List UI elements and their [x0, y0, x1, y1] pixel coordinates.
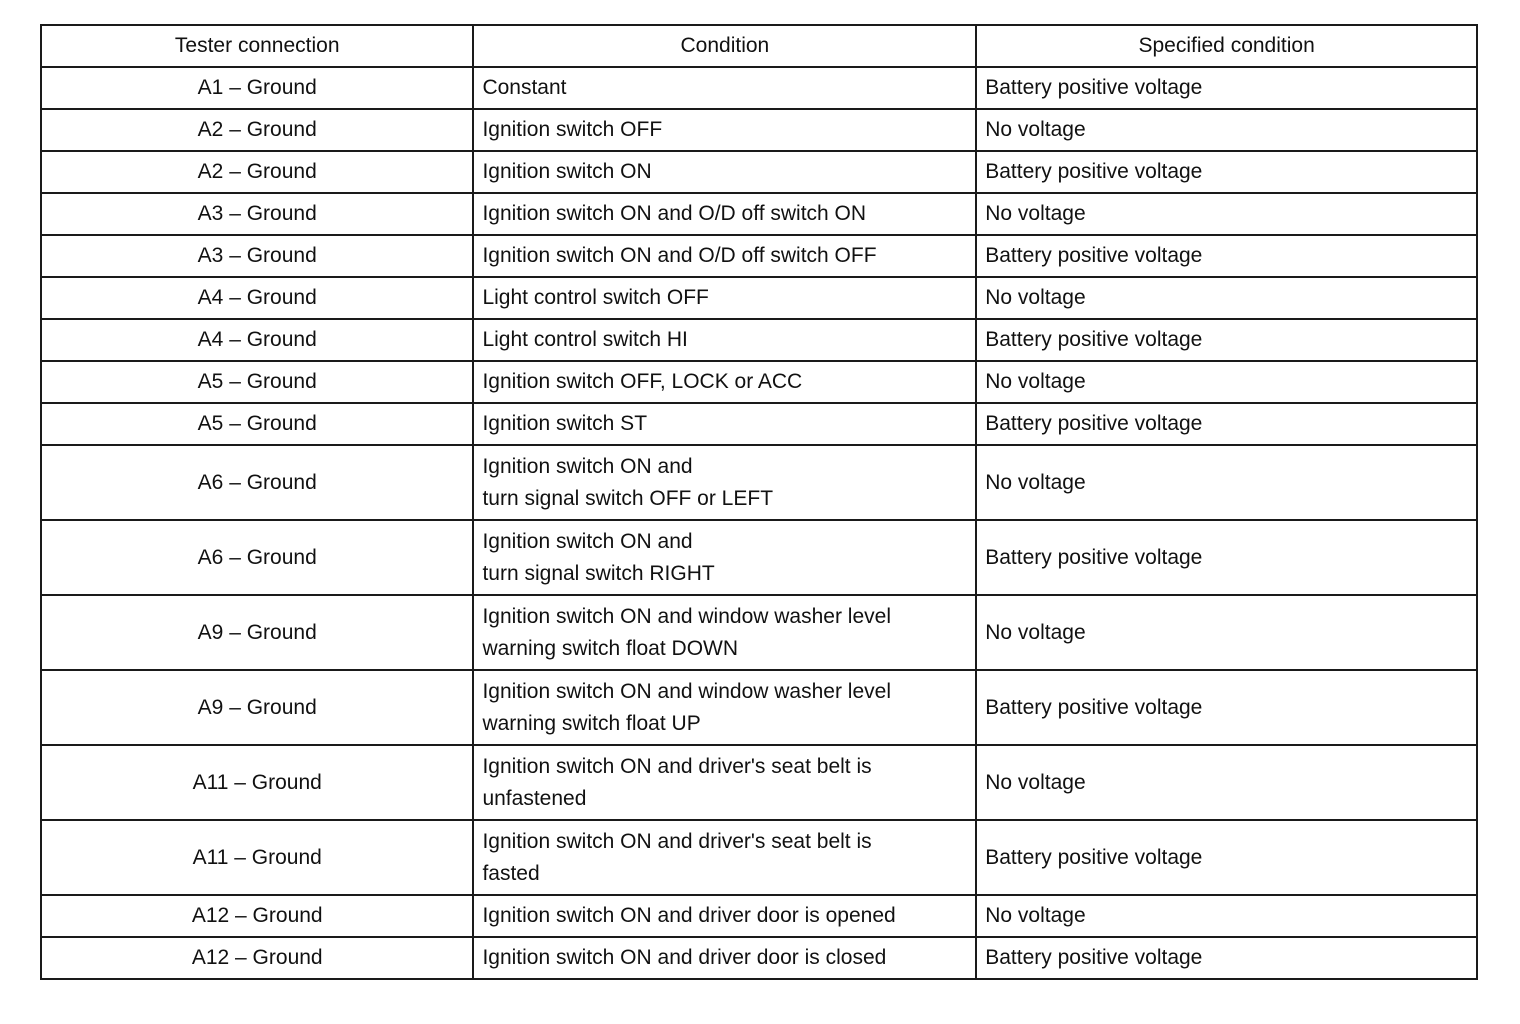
specified-condition-cell: No voltage — [976, 277, 1477, 319]
specified-condition-cell: Battery positive voltage — [976, 937, 1477, 979]
condition-line: Constant — [482, 76, 567, 99]
table-row — [41, 520, 1477, 595]
condition-line: unfastened — [482, 786, 587, 810]
condition-cell — [473, 937, 976, 979]
tester-connection-cell: A6 – Ground — [41, 520, 473, 595]
condition-line: warning switch float UP — [482, 711, 701, 735]
specified-condition-cell: No voltage — [976, 109, 1477, 151]
condition-line: Ignition switch ON and O/D off switch OFF — [482, 244, 877, 267]
specified-condition-cell: Battery positive voltage — [976, 670, 1477, 745]
condition-cell — [473, 361, 976, 403]
tester-connection-cell: A5 – Ground — [41, 361, 473, 403]
table-row — [41, 235, 1477, 277]
table-row — [41, 895, 1477, 937]
specified-condition-cell: No voltage — [976, 595, 1477, 670]
condition-cell — [473, 151, 976, 193]
table-row — [41, 745, 1477, 820]
tester-connection-cell: A11 – Ground — [41, 745, 473, 820]
table-row — [41, 109, 1477, 151]
condition-line: Ignition switch ON and driver's seat belt is — [482, 754, 872, 778]
table-row — [41, 151, 1477, 193]
condition-cell — [473, 595, 976, 670]
condition-line: turn signal switch OFF or LEFT — [482, 486, 774, 510]
table-body — [41, 67, 1477, 979]
condition-line: Ignition switch ST — [482, 412, 648, 435]
specified-condition-cell: No voltage — [976, 361, 1477, 403]
table-row — [41, 937, 1477, 979]
condition-cell — [473, 895, 976, 937]
header-condition: Condition — [473, 25, 976, 67]
tester-connection-cell: A12 – Ground — [41, 937, 473, 979]
tester-connection-cell: A9 – Ground — [41, 595, 473, 670]
tester-connection-cell: A4 – Ground — [41, 319, 473, 361]
condition-line: Ignition switch ON and O/D off switch ON — [482, 202, 867, 225]
condition-cell — [473, 670, 976, 745]
condition-line: Ignition switch ON and window washer level — [482, 679, 891, 703]
specified-condition-cell: Battery positive voltage — [976, 520, 1477, 595]
condition-line: Ignition switch ON and — [482, 454, 693, 478]
condition-cell — [473, 67, 976, 109]
specified-condition-cell: Battery positive voltage — [976, 151, 1477, 193]
condition-line: Ignition switch OFF — [482, 118, 663, 141]
tester-connection-cell: A3 – Ground — [41, 193, 473, 235]
condition-cell — [473, 277, 976, 319]
specified-condition-cell: Battery positive voltage — [976, 235, 1477, 277]
table-row — [41, 67, 1477, 109]
header-specified-condition: Specified condition — [976, 25, 1477, 67]
specified-condition-cell: No voltage — [976, 193, 1477, 235]
condition-line: Light control switch HI — [482, 328, 688, 351]
specified-condition-cell: Battery positive voltage — [976, 67, 1477, 109]
condition-cell — [473, 109, 976, 151]
header-row — [41, 25, 1477, 67]
tester-connection-table — [40, 24, 1478, 980]
table-row — [41, 820, 1477, 895]
condition-line: warning switch float DOWN — [482, 636, 739, 660]
specified-condition-cell: Battery positive voltage — [976, 403, 1477, 445]
tester-connection-cell: A2 – Ground — [41, 109, 473, 151]
tester-connection-cell: A12 – Ground — [41, 895, 473, 937]
specified-condition-cell: No voltage — [976, 445, 1477, 520]
condition-cell — [473, 403, 976, 445]
condition-line: Ignition switch ON — [482, 160, 652, 183]
condition-line: Ignition switch ON and — [482, 529, 693, 553]
condition-cell — [473, 445, 976, 520]
specified-condition-cell: Battery positive voltage — [976, 820, 1477, 895]
table-row — [41, 361, 1477, 403]
table-row — [41, 403, 1477, 445]
table-row — [41, 193, 1477, 235]
table-row — [41, 277, 1477, 319]
condition-line: Ignition switch ON and driver's seat belt is — [482, 829, 872, 853]
tester-connection-cell: A11 – Ground — [41, 820, 473, 895]
condition-cell — [473, 745, 976, 820]
specified-condition-cell: Battery positive voltage — [976, 319, 1477, 361]
tester-connection-cell: A4 – Ground — [41, 277, 473, 319]
table-row — [41, 319, 1477, 361]
condition-cell — [473, 820, 976, 895]
header-tester-connection: Tester connection — [41, 25, 473, 67]
condition-line: Light control switch OFF — [482, 286, 709, 309]
tester-connection-cell: A9 – Ground — [41, 670, 473, 745]
condition-line: fasted — [482, 861, 540, 885]
condition-cell — [473, 235, 976, 277]
table-row — [41, 595, 1477, 670]
condition-cell — [473, 319, 976, 361]
tester-connection-cell: A6 – Ground — [41, 445, 473, 520]
condition-line: Ignition switch ON and driver door is closed — [482, 946, 887, 969]
condition-line: Ignition switch OFF, LOCK or ACC — [482, 370, 803, 393]
condition-cell — [473, 520, 976, 595]
condition-line: Ignition switch ON and driver door is opened — [482, 904, 896, 927]
tester-connection-cell: A1 – Ground — [41, 67, 473, 109]
condition-line: Ignition switch ON and window washer level — [482, 604, 891, 628]
table-row — [41, 445, 1477, 520]
tester-connection-cell: A2 – Ground — [41, 151, 473, 193]
condition-line: turn signal switch RIGHT — [482, 561, 715, 585]
specified-condition-cell: No voltage — [976, 895, 1477, 937]
tester-connection-cell: A5 – Ground — [41, 403, 473, 445]
tester-connection-cell: A3 – Ground — [41, 235, 473, 277]
specified-condition-cell: No voltage — [976, 745, 1477, 820]
condition-cell — [473, 193, 976, 235]
table-row — [41, 670, 1477, 745]
